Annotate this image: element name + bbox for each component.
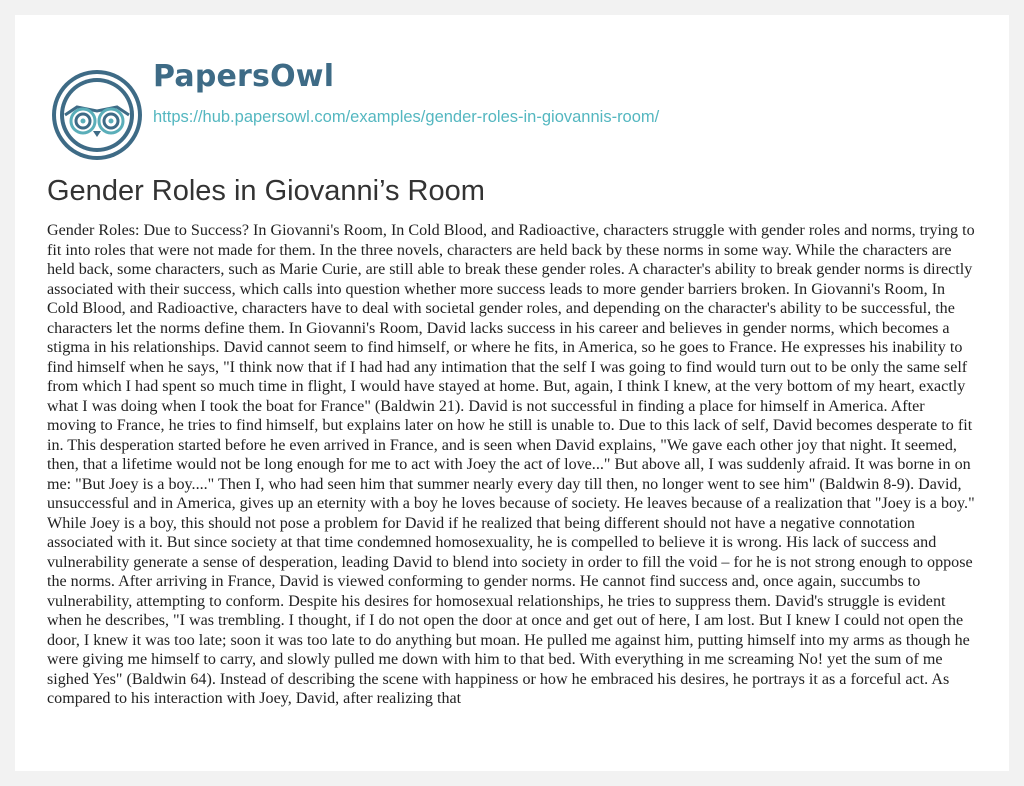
owl-eyes-icon bbox=[49, 67, 145, 163]
source-url-link[interactable]: https://hub.papersowl.com/examples/gender-roles-in-giovannis-room/ bbox=[153, 108, 660, 126]
document-page bbox=[15, 15, 1009, 771]
document-body-text: Gender Roles: Due to Success? In Giovanni's Room, In Cold Blood, and Radioactive, characters struggle with gender roles and norms, trying to fit into roles that were not made for them. In the three novels, characters are held back by these norms in some way. While the characters are held back, some characters, such as Marie Curie, are still able to break these gender roles. A character's ability to break gender norms is directly associated with their success, which calls into question whether more success leads to more gender barriers broken. In Giovanni's Room, In Cold Blood, and Radioactive, characters have to deal with societal gender roles, and depending on the character's ability to be successful, the characters let the norms define them. In Giovanni's Room, David lacks success in his career and believes in gender norms, which becomes a stigma in his relationships. David cannot seem to find himself, or where he fits, in America, so he goes to France. He expresses his inability to find himself when he says, "I think now that if I had had any intimation that the self I was going to find would turn out to be only the same self from which I had spent so much time in flight, I would have stayed at home. But, again, I think I knew, at the very bottom of my heart, exactly what I was doing when I took the boat for France" (Baldwin 21). David is not successful in finding a place for himself in America. After moving to France, he tries to find himself, but explains later on how he still is unable to. Due to this lack of self, David becomes desperate to fit in. This desperation started before he even arrived in France, and is seen when David explains, "We gave each other joy that night. It seemed, then, that a lifetime would not be long enough for me to act with Joey the act of love..." But above all, I was suddenly afraid. It was borne in on me: "But Joey is a boy...." Then I, who had seen him that summer nearly every day till then, no longer went to see him" (Baldwin 8-9). David, unsuccessful and in America, gives up an eternity with a boy he loves because of society. He leaves because of a realization that "Joey is a boy." While Joey is a boy, this should not pose a problem for David if he realized that being different should not have a negative connotation associated with it. But since society at that time condemned homosexuality, he is compelled to believe it is wrong. His lack of success and vulnerability generate a sense of desperation, leading David to blend into society in order to fill the void – for he is not strong enough to oppose the norms. After arriving in France, David is viewed conforming to gender norms. He cannot find success and, once again, succumbs to vulnerability, attempting to conform. Despite his desires for homosexual relationships, he tries to suppress them. David's struggle is evident when he describes, "I was trembling. I thought, if I do not open the door at once and get out of here, I am lost. But I knew I could not open the door, I knew it was too late; soon it was too late to do anything but moan. He pulled me against him, putting himself into my arms as though he were giving me himself to carry, and slowly pulled me down with him to that bed. With everything in me screaming No! yet the sum of me sighed Yes" (Baldwin 64). Instead of describing the scene with happiness or how he embraced his desires, he portrays it as a forceful act. As compared to his interaction with Joey, David, after realizing that bbox=[47, 222, 975, 707]
brand-name: PapersOwl bbox=[153, 59, 335, 94]
document-title: Gender Roles in Giovanni’s Room bbox=[47, 175, 485, 207]
